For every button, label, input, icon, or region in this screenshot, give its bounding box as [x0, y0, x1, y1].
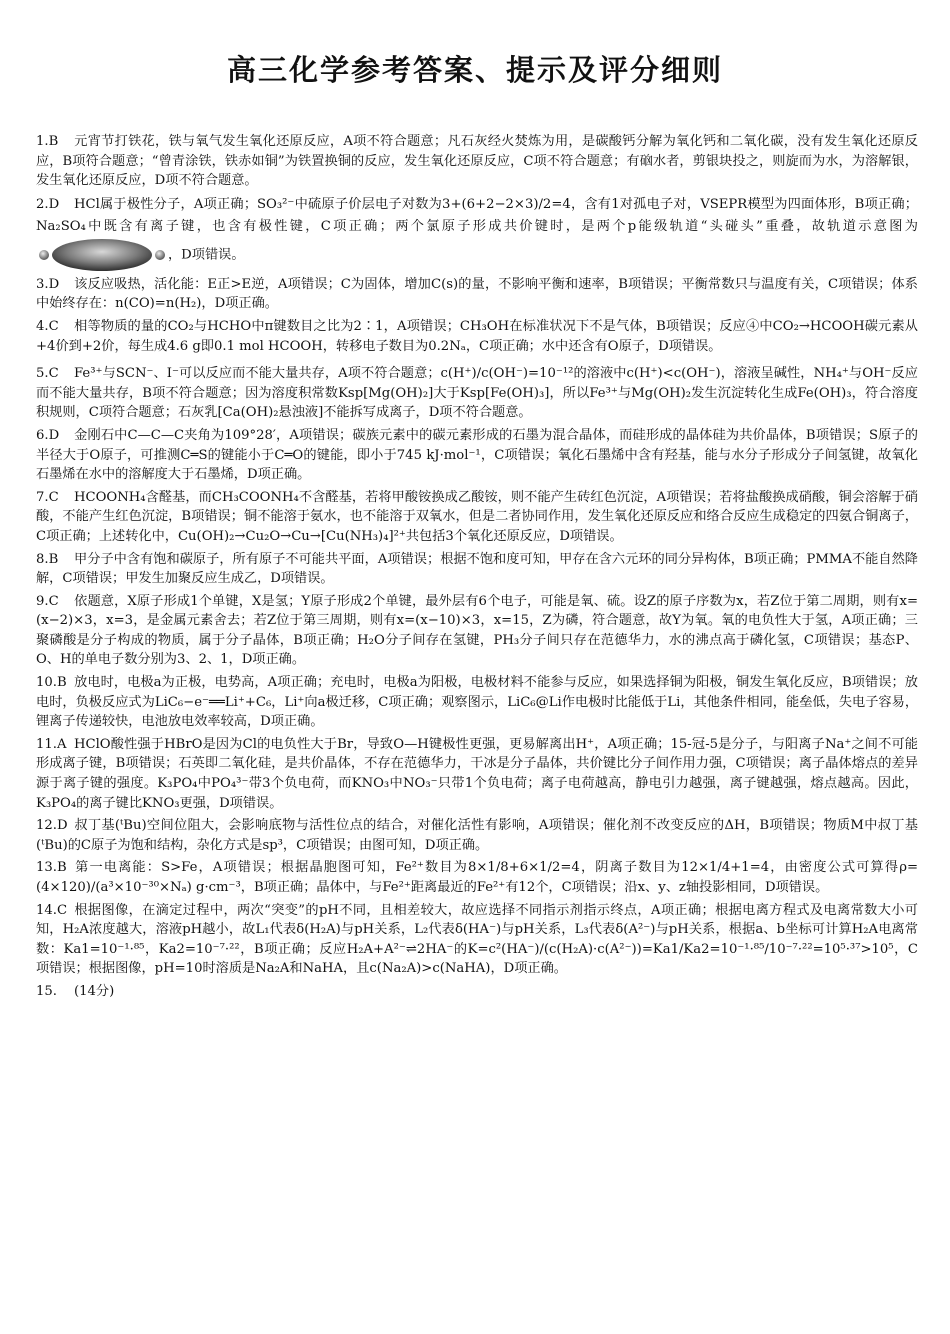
answer-item-13	[36, 858, 918, 897]
answer-item-9	[36, 592, 918, 670]
answer-number-4: 4.C	[36, 318, 59, 334]
answer-item-14	[36, 901, 918, 979]
answer-text-14: 14.C 根据图像，在滴定过程中，两次“突变”的pH不同，且相差较大，故应选择不同指示剂指示终点，A项正确；根据电离方程式及电离常数大小可知，H₂A浓度越大，溶液pH越小，故L₁代表δ(H₂A)与pH关系，L₂代表δ(HA⁻)与pH关系，L₃代表δ(A²⁻)与pH关系，根据a、b坐标可计算H₂A电离常数：Ka1=10⁻¹·⁸⁵，Ka2=10⁻⁷·²²，B项正确；反应H₂A+A²⁻⇌2HA⁻的K=c²(HA⁻)/(c(H₂A)·c(A²⁻))=Ka1/Ka2=10⁻¹·⁸⁵/10⁻⁷·²²=10⁵·³⁷>10⁵，C项错误；根据图像，pH=10时溶质是Na₂A和NaHA，且c(Na₂A)>c(NaHA)，D项正确。	[36, 902, 918, 977]
answer-item-1	[36, 132, 918, 191]
answer-number-10: 10.B	[36, 675, 67, 691]
answer-item-10	[36, 673, 918, 732]
answer-number-7: 7.C	[36, 489, 59, 505]
answer-item-12	[36, 816, 918, 855]
answer-text-6: 6.D 金刚石中C—C—C夹角为109°28′，A项错误；碳族元素中的碳元素形成的石墨为混合晶体，而硅形成的晶体硅为共价晶体，B项错误；S原子的半径大于O原子，可推测C═S的键能小于C═O的键能，即小于745 kJ·mol⁻¹，C项错误；氧化石墨烯中含有羟基，能与水分子形成分子间氢键，故氧化石墨烯在水中的溶解度大于石墨烯，D项正确。	[36, 427, 918, 483]
answer-number-3: 3.D	[36, 276, 60, 292]
answer-list	[36, 132, 918, 1005]
answer-text-12: 12.D 叔丁基(ᵗBu)空间位阻大，会影响底物与活性位点的结合，对催化活性有影响，A项错误；催化剂不改变反应的ΔH，B项错误；物质M中叔丁基(ᵗBu)的C原子为饱和结构，杂化方式是sp³，C项错误；由图可知，D项正确。	[36, 818, 918, 853]
answer-item-15	[36, 982, 918, 1002]
answer-item-5	[36, 364, 918, 423]
answer-text-2: 2.D HCl属于极性分子，A项正确；SO₃²⁻中硫原子价层电子对数为3+(6+2−2×3)/2=4，含有1对孤电子对，VSEPR模型为四面体形，B项正确；Na₂SO₄中既含有离子键，也含有极性键，C项正确；两个氯原子形成共价键时，是两个p能级轨道“头碰头”重叠，故轨道示意图为 ，D项错误。	[36, 194, 918, 272]
answer-text-7: 7.C HCOONH₄含醛基，而CH₃COONH₄不含醛基，若将甲酸铵换成乙酸铵，则不能产生砖红色沉淀，A项错误；若将盐酸换成硝酸，铜会溶解于硝酸，不能产生红色沉淀，B项错误；铜不能溶于氨水，也不能溶于双氧水，但是二者协同作用，发生氧化还原反应和络合反应生成稳定的四氨合铜离子，C项正确；上述转化中，Cu(OH)₂→Cu₂O→Cu→[Cu(NH₃)₄]²⁺共包括3个氧化还原反应，D项错误。	[36, 489, 918, 544]
answer-item-7	[36, 488, 918, 547]
answer-text-13: 13.B 第一电离能：S>Fe，A项错误；根据晶胞图可知，Fe²⁺数目为8×1/8+6×1/2=4，阴离子数目为12×1/4+1=4，由密度公式可算得ρ=(4×120)/(a³×10⁻³⁰×Nₐ) g·cm⁻³，B项正确；晶体中，与Fe²⁺距离最近的Fe²⁺有12个，C项错误；沿x、y、z轴投影相同，D项错误。	[36, 860, 918, 895]
answer-text-4: 4.C 相等物质的量的CO₂与HCHO中π键数目之比为2∶1，A项错误；CH₃OH在标准状况下不是气体，B项错误；反应④中CO₂→HCOOH碳元素从+4价到+2价，每生成4.6 g即0.1 mol HCOOH，转移电子数目为0.2Nₐ，C项正确；水中还含有O原子，D项错误。	[36, 318, 918, 354]
answer-text-1: 1.B 元宵节打铁花，铁与氧气发生氧化还原反应，A项不符合题意；凡石灰经火焚炼为用，是碳酸钙分解为氧化钙和二氧化碳，没有发生氧化还原反应，B项符合题意；“曾青涂铁，铁赤如铜”为铁置换铜的反应，发生氧化还原反应，C项不符合题意；有硇水者，剪银块投之，则旋而为水，为溶解银，发生氧化还原反应，D项不符合题意。	[36, 134, 918, 189]
answer-number-13: 13.B	[36, 860, 67, 876]
answer-text-3: 3.D 该反应吸热，活化能：E正>E逆，A项错误；C为固体，增加C(s)的量，不影响平衡和速率，B项错误；平衡常数只与温度有关，C项错误；体系中始终存在：n(CO)=n(H₂)，D项正确。	[36, 276, 918, 312]
answer-number-6: 6.D	[36, 427, 60, 443]
answer-item-4	[36, 317, 918, 356]
answer-number-8: 8.B	[36, 551, 59, 567]
answer-number-14: 14.C	[36, 902, 68, 918]
answer-item-3	[36, 275, 918, 314]
answer-number-11: 11.A	[36, 736, 67, 752]
page-title: 高三化学参考答案、提示及评分细则	[226, 53, 723, 87]
p-orbital-overlap-icon	[38, 238, 166, 272]
answer-number-15: 15.	[36, 983, 57, 999]
answer-text-10: 10.B 放电时，电极a为正极，电势高，A项正确；充电时，电极a为阳极，电极材料不能参与反应，如果选择铜为阳极，铜发生氧化反应，B项错误；放电时，负极反应式为LiC₆−e⁻══Li⁺+C₆，Li⁺向a极迁移，C项正确；观察图示，LiC₆@Li作电极时比能低于Li，其他条件相同，能垒低，失电子容易，锂离子传递较快，电池放电效率较高，D项正确。	[36, 675, 918, 730]
answer-number-2: 2.D	[36, 196, 60, 212]
answer-text-9: 9.C 依题意，X原子形成1个单键，X是氢；Y原子形成2个单键，最外层有6个电子，可能是氧、硫。设Z的原子序数为x，若Z位于第二周期，则有x=(x−2)×3，x=3，是金属元素舍去；若Z位于第三周期，则有x=(x−10)×3，x=15，Z为磷，符合题意，故Y为氧。氧的电负性大于氢，A项正确；三聚磷酸是分子构成的物质，属于分子晶体，B项正确；H₂O分子间存在氢键，PH₃分子间只存在范德华力，水的沸点高于磷化氢，C项错误；基态P、O、H的单电子数分别为3、2、1，D项正确。	[36, 593, 918, 668]
answer-text-15: 15. (14分)	[36, 982, 918, 1002]
answer-number-9: 9.C	[36, 593, 59, 609]
answer-item-8	[36, 550, 918, 589]
answer-text-5: 5.C Fe³⁺与SCN⁻、I⁻可以反应而不能大量共存，A项不符合题意；c(H⁺)/c(OH⁻)=10⁻¹²的溶液中c(H⁺)<c(OH⁻)，溶液呈碱性，NH₄⁺与OH⁻反应而不能大量共存，B项不符合题意；因为溶度积常数Ksp[Mg(OH)₂]大于Ksp[Fe(OH)₃]，所以Fe³⁺与Mg(OH)₂发生沉淀转化生成Fe(OH)₃，符合溶度积规则，C项符合题意；石灰乳[Ca(OH)₂悬浊液]不能拆写成离子，D项不符合题意。	[36, 366, 918, 421]
answer-item-6	[36, 426, 918, 485]
answer-text-11: 11.A HClO酸性强于HBrO是因为Cl的电负性大于Br，导致O—H键极性更强，更易解离出H⁺，A项正确；15-冠-5是分子，与阳离子Na⁺之间不可能形成离子键，B项错误；石英即二氧化硅，是共价晶体，不存在范德华力，干冰是分子晶体，共价键比分子间作用力强，C项错误；离子晶体熔点的差异源于离子键的强度。K₃PO₄中PO₄³⁻带3个负电荷，而KNO₃中NO₃⁻只带1个负电荷；离子电荷越高，静电引力越强，离子键越强，熔点越高。因此，K₃PO₄的离子键比KNO₃更强，D项错误。	[36, 736, 918, 811]
answer-item-2	[36, 194, 918, 272]
answer-item-11	[36, 735, 918, 813]
answer-number-12: 12.D	[36, 818, 68, 834]
answer-number-1: 1.B	[36, 134, 59, 149]
answer-text-8: 8.B 甲分子中含有饱和碳原子，所有原子不可能共平面，A项错误；根据不饱和度可知，甲存在含六元环的同分异构体，B项正确；PMMA不能自然降解，C项错误；甲发生加聚反应生成乙，D项错误。	[36, 551, 918, 587]
answer-number-5: 5.C	[36, 366, 59, 382]
